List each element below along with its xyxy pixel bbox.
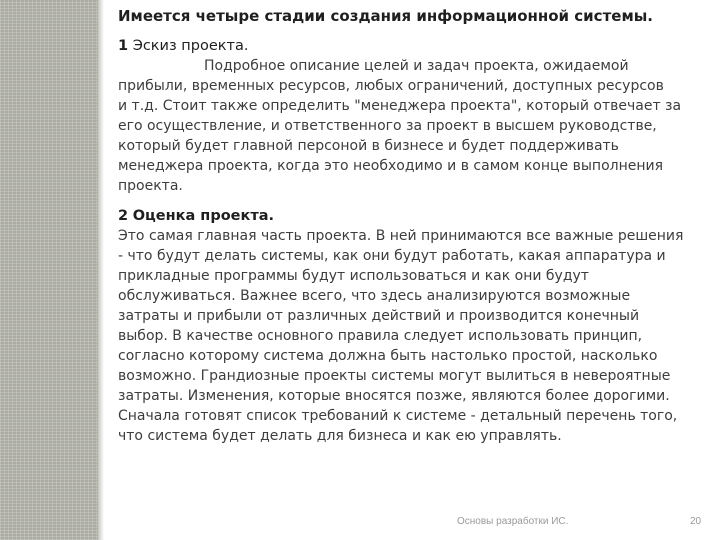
section-2-line: выбор. В качестве основного правила следует использовать принцип, (118, 328, 643, 344)
section-1-line: который будет главной персоной в бизнесе и будет поддерживать (118, 138, 619, 154)
decorative-texture-panel (0, 0, 98, 540)
section-2-number: 2 (118, 208, 129, 224)
section-1-line: и т.д. Стоит также определить "менеджера проекта", который отвечает за (118, 98, 682, 114)
slide-footer: Основы разработки ИС. (457, 516, 569, 527)
section-2-line: Сначала готовят список требований к системе - детальный перечень того, (118, 408, 678, 424)
section-2-line: затраты и прибыли от различных действий и производится конечный (118, 308, 640, 324)
section-1-label: Эскиз проекта. (132, 38, 249, 54)
section-1-line: проекта. (118, 178, 183, 194)
section-2-label: Оценка проекта. (132, 208, 275, 224)
page-number: 20 (690, 516, 702, 527)
section-2-body (118, 226, 700, 446)
section-2-line: согласно которому система должна быть настолько простой, насколько (118, 348, 658, 364)
section-1-line: прибыли, временных ресурсов, любых ограничений, доступных ресурсов (118, 78, 664, 94)
section-1-number: 1 (118, 38, 129, 54)
slide-title: Имеется четыре стадии создания информационной системы. (118, 7, 653, 25)
section-2-line: возможно. Грандиозные проекты системы могут вылиться в невероятные (118, 368, 671, 384)
section-1-heading (118, 36, 700, 56)
section-2-line: затраты. Изменения, которые вносятся позже, являются более дорогими. (118, 388, 670, 404)
texture-panel-edge (98, 0, 104, 540)
section-gap (118, 196, 700, 206)
section-1-line: Подробное описание целей и задач проекта, ожидаемой (204, 58, 629, 74)
section-2-line: что система будет делать для бизнеса и как ею управлять. (118, 428, 562, 444)
section-2-heading (118, 206, 700, 226)
section-1-line: его осуществление, и ответственного за проект в высшем руководстве, (118, 118, 657, 134)
section-2-line: Это самая главная часть проекта. В ней принимаются все важные решения (118, 228, 684, 244)
section-1-body (118, 56, 700, 196)
section-2-line: - что будут делать системы, как они будут работать, какая аппаратура и (118, 248, 666, 264)
section-1-line: менеджера проекта, когда это необходимо и в самом конце выполнения (118, 158, 664, 174)
slide-content (118, 6, 700, 446)
section-2-line: прикладные программы будут использоваться и как они будут (118, 268, 589, 284)
section-2-line: обслуживаться. Важнее всего, что здесь анализируются возможные (118, 288, 631, 304)
